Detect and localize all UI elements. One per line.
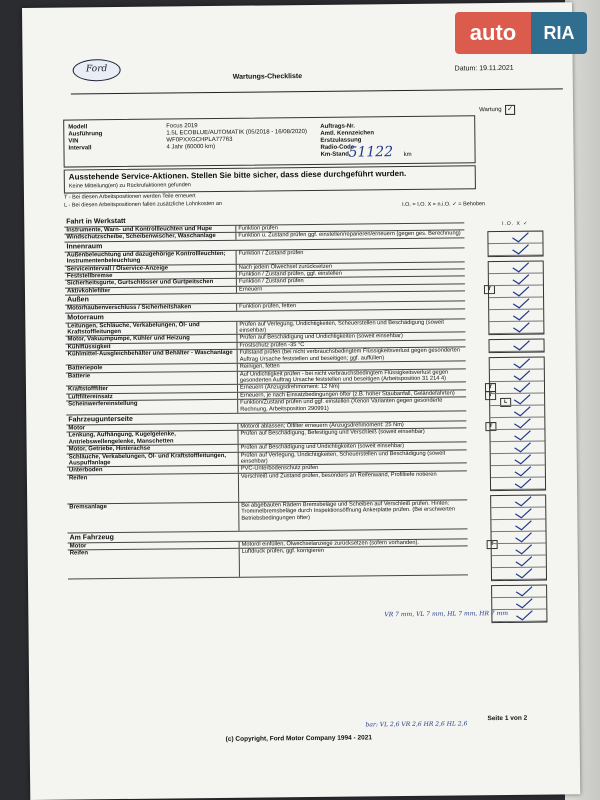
item-action: Funktion / Zustand prüfen, ggf. einstellen [238,270,342,278]
item-name: Sicherheitsgurte, Gurtschlösser und Gurtpeitschen [65,279,237,287]
item-name: Kühlflüssigkeit [66,343,238,351]
item-action: Erneuern [238,286,263,293]
tag-box: T [485,383,496,392]
check-group [490,495,547,582]
section-header: Motorraum [65,309,465,323]
check-header: I.O. X ✓ [502,220,529,227]
check-group [489,357,546,492]
section-header: Innenraum [64,238,464,252]
tick-mark [513,263,529,272]
item-name: Leitungen, Schläuche, Verkabelungen, Öl- und Kraftstoffleitungen [65,321,237,336]
item-name: Aktivkohlefilter [65,287,237,295]
item-action: Prüfen auf Verlegung, Undichtigkeiten, Scheuerstellen und Beschädigung (soweit einsehbar) [240,450,446,465]
service-sub: Keine Mitteilung(en) zu Rückrufaktionen gefunden [68,182,191,190]
header-rule [71,88,563,94]
item-name: Motor [68,542,240,550]
item-action: PVC-Unterbodenschutz prüfen [240,465,319,473]
vehicle-labels: Modell Ausführung VIN Intervall [68,124,103,152]
legend: T - Bei diesen Arbeitspositionen werden Teile erneuert L - Bei diesen Arbeitspositionen fallen zusätzliche Lohnkosten an [63,193,222,209]
tick-mark [513,299,529,308]
item-action: Funktion u. Zustand prüfen ggf. einstellen/reparieren/erneuern (gegen ges. Berechnung) [238,230,461,240]
km-handwritten: 51122 [348,144,394,161]
tick-mark [514,395,530,404]
check-group [488,261,545,336]
tire-depths: VR 7 mm, VL 7 mm, HL 7 mm, HR 7 mm [384,609,509,619]
tag-box: L [500,398,511,407]
check-group [488,339,544,354]
wartung-checkbox: ✓ [505,105,515,115]
table-row [67,471,467,504]
vehicle-info-box [63,115,475,167]
item-name: Motor [66,424,238,432]
checklist-table [64,213,508,579]
handwritten-ticks [491,496,546,581]
item-action: Funktion/Zustand prüfen und ggf. einstellen (Xenon Varianten gegen gesonderte Rechnung, Arbeitsposition 290991) [240,397,443,413]
auto-ria-watermark: auto RIA [455,12,587,56]
section-header: Fahrzeugunterseite [66,411,466,425]
tick-mark [516,533,532,542]
tick-mark [514,431,530,440]
check-group [487,231,543,258]
order-labels: Auftrags-Nr. Amtl. Kennzeichen Erstzulassung Radio-Code Km-Stand [320,123,375,158]
vehicle-values: Focus 2019 1.5L ECOBLUE/AUTOMATIK (05/2018 - 16/08/2020) WF0PXXGCHPLA77763 4 Jahr (60000 km) [166,123,307,151]
table-row [68,547,468,580]
tick-mark [515,479,531,488]
tick-mark [513,245,529,254]
item-name: Kraftstofffilter [66,385,238,393]
item-action: Frostschutz prüfen -35 °C [239,341,305,349]
tick-mark [513,311,529,320]
item-name: Windschutzscheibe, Scheibenwischer, Waschanlage [64,233,236,241]
handwritten-ticks [489,262,544,335]
tag-box: T [487,540,498,549]
section-header: Fahrt in Werkstatt [64,213,464,227]
tick-mark [515,509,531,518]
service-title: Ausstehende Service-Aktionen. Stellen Sie bitte sicher, dass diese durchgeführt wurden. [68,168,407,182]
item-action: Erneuern (Anzugsdrehmoment: 12 Nm) [239,384,340,392]
item-name: Motorhaubenverschluss / Sicherheitshaken [65,304,237,312]
item-name: Reifen [68,549,240,579]
tick-mark [516,587,532,596]
item-name: Lenkung, Aufhängung, Kugelgelenke, Antriebswellengelenke, Manschetten [66,431,238,446]
page-title: Wartungs-Checkliste [232,73,303,81]
copyright-footer: (c) Copyright, Ford Motor Company 1994 - 2021 [225,734,372,743]
item-name: Bremsanlage [67,503,239,533]
tick-mark [516,599,532,608]
tick-mark [513,323,529,332]
tick-mark [513,275,529,284]
page-number: Seite 1 von 2 [487,714,528,723]
tick-mark [515,521,531,530]
tick-mark [516,569,532,578]
item-name: Reifen [67,474,239,504]
item-name: Motor, Getriebe, Hinterachse [67,445,239,453]
tick-mark [514,383,530,392]
tag-box: T [484,285,495,294]
item-action: Prüfen auf Beschädigung und Undichtigkeiten (soweit einsehbar) [239,333,403,342]
item-action: Prüfen auf Beschädigung, Befestigung und Verschleiß (soweit einsehbar) [240,429,425,438]
item-action: Luftdruck prüfen, ggf. korrigieren [241,548,324,555]
item-action: Funktion / Zustand prüfen [238,249,304,257]
tick-mark [514,371,530,380]
document-page [22,2,580,800]
item-action: Motoröl ablassen; Ölfilter erneuern (Anzugsdrehmoment: 25 Nm) [240,421,404,430]
tag-box: T [485,422,496,431]
item-action: Verschleiß und Zustand prüfen, besonders an Reifenwand, Profiltiefe notieren [240,471,437,480]
handwritten-ticks [490,340,544,353]
tick-mark [516,545,532,554]
item-name: Instrumente, Warn- und Kontrollleuchten und Hupe [64,226,236,234]
item-name: Kühlmittel-Ausgleichbehälter und Behälter - Waschanlage [66,350,238,365]
tick-mark [516,611,532,620]
item-action: Prüfen auf Verlegung, Undichtigkeiten, Scheuerstellen und Beschädigung (soweit einsehbar) [239,319,444,334]
item-action: Nach jedem Ölwechsel zurücksetzen [238,263,333,271]
tick-mark [514,359,530,368]
section-header: Am Fahrzeug [68,529,468,543]
item-action: Auf Undichtigkeit prüfen - bei nicht verbrauchsbedingtem Flüssigkeitsverlust gegen gesonderten Auftrag Ursache feststellen und beseitigen (Arbeitsposition 31 214 4) [239,369,449,384]
tire-pressures: bar: VL 2,6 VR 2,6 HR 2,6 HL 2,6 [365,720,468,729]
handwritten-ticks [488,232,542,257]
tick-mark [515,467,531,476]
item-action: Motoröl einfüllen, Ölwechselanzeige zurücksetzen (sofern vorhanden). [241,539,420,548]
tag-box: T [485,391,496,400]
tick-mark [515,455,531,464]
tick-mark [513,287,529,296]
item-name: Schläuche, Verkabelungen, Öl- und Kraftstoffleitungen, Auspuffanlage [67,452,239,467]
item-action: Bei abgebauten Rädern Bremsbeläge und Scheiben auf Verschleiß prüfen. Hinten: Trommelbremsbeläge durch Inspektionsöffnung Ankerplatte prüfen. (Bei erschwerten Betriebsbedingungen öfter) [241,500,456,522]
table-row [67,500,467,533]
item-action: Funktion / Zustand prüfen [238,278,304,286]
tick-mark [515,443,531,452]
check-columns [487,221,547,624]
wartung-label: Wartung [479,106,502,114]
date: Datum: 19.11.2021 [454,64,514,73]
item-name: Batterie [66,371,238,386]
item-action: Füllstand prüfen (bei nicht verbrauchsbedingtem Flüssigkeitsverlust gegen gesonderten Auftrag Ursache feststellen und beseitigen; ggf. auffüllen) [239,347,461,363]
column-key: I.O. = I.O. X = n.i.O. ✓ = Behoben [402,201,486,209]
item-action: Reinigen, fetten [239,363,280,370]
item-name: Unterboden [67,466,239,474]
item-name: Außenbeleuchtung und dazugehörige Kontrollleuchten; Instrumentenbeleuchtung [65,251,237,266]
service-actions-box [64,165,476,193]
handwritten-ticks [490,358,545,491]
tick-mark [514,407,530,416]
ford-logo: Ford [73,59,121,82]
tick-mark [514,419,530,428]
item-action: Funktion prüfen [238,225,278,232]
check-group [491,585,547,624]
item-name: Scheinwerfereinstellung [66,400,238,415]
tick-mark [512,233,528,242]
item-name: Feststellbremse [65,272,237,280]
tick-mark [515,497,531,506]
item-action: Funktion prüfen, fetten [239,303,297,310]
item-name: Luftfiltereinsatz [66,392,238,400]
item-name: Motor, Vakuumpumpe, Kühler und Heizung [65,335,237,343]
section-header: Außen [65,292,465,306]
item-name: Serviceintervall / Ölservice-Anzeige [65,264,237,272]
item-action: Erneuern, je nach Einsatzbedingungen öfter (z.B. hoher Staubanfall, Geländefahrten) [240,390,455,399]
item-action: Prüfen auf Beschädigung und Undichtigkeiten (soweit einsehbar) [240,443,405,451]
km-unit: km [403,151,412,159]
tick-mark [514,341,530,350]
item-name: Batteriepole [66,364,238,372]
tick-mark [516,557,532,566]
